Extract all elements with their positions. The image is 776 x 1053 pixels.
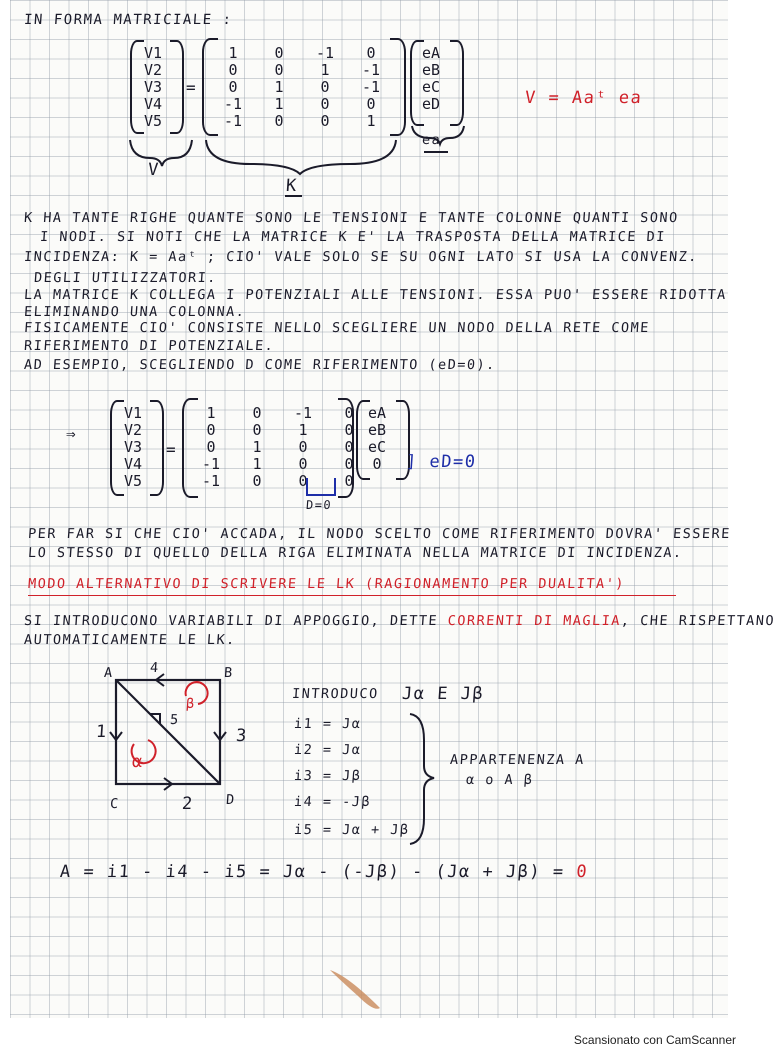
eliminated-column-box xyxy=(306,478,336,496)
ed-zero-note: ] eD=0 xyxy=(405,452,478,472)
current-line: i1 = Jα xyxy=(293,716,362,732)
matrix-cell: 0 xyxy=(344,455,354,473)
intro-label: INTRODUCO xyxy=(291,686,380,702)
implies-arrow: ⇒ xyxy=(66,424,76,443)
d-zero-note: D=0 xyxy=(305,498,333,512)
matrix-cell: 0 xyxy=(320,95,330,113)
matrix-cell: 0 xyxy=(344,404,354,422)
matrix-cell: 0 xyxy=(252,404,262,422)
node-a: A xyxy=(103,665,115,681)
label-k: K xyxy=(285,176,299,196)
title-underline xyxy=(28,595,676,596)
matrix-cell: 0 xyxy=(228,78,238,96)
voltage-entry: V1 xyxy=(143,44,163,62)
matrix-cell: 1 xyxy=(228,44,238,62)
voltage-entry: V5 xyxy=(143,112,163,130)
matrix-cell: 0 xyxy=(344,472,354,490)
voltage-vector-2 xyxy=(116,405,150,490)
voltage-entry: V2 xyxy=(143,61,163,79)
branch-3: 3 xyxy=(235,726,249,746)
matrix-cell: 0 xyxy=(274,112,284,130)
scanner-footer: Scansionato con CamScanner xyxy=(573,1033,736,1047)
notebook-page xyxy=(10,0,776,1018)
loop-alpha: α xyxy=(131,752,145,772)
potential-entry: eA xyxy=(421,44,441,62)
voltage-entry: V5 xyxy=(123,472,143,490)
matrix-cell: 0 xyxy=(274,44,284,62)
equation-result: 0 xyxy=(575,862,589,882)
red-term: CORRENTI DI MAGLIA xyxy=(447,613,622,629)
matrix-cell: 1 xyxy=(274,95,284,113)
curly-brace xyxy=(406,710,446,850)
voltage-entry: V3 xyxy=(123,438,143,456)
text-line: LO STESSO DI QUELLO DELLA RIGA ELIMINATA NELLA MATRICE DI INCIDENZA. xyxy=(27,545,684,561)
text-segment: , CHE RISPETTANO xyxy=(620,613,776,629)
node-b: B xyxy=(223,665,235,681)
matrix-cell: 0 xyxy=(320,78,330,96)
matrix-cell: 1 xyxy=(274,78,284,96)
current-line: i2 = Jα xyxy=(293,742,362,758)
potential-entry: eC xyxy=(367,438,387,456)
loop-beta: β xyxy=(185,696,197,712)
matrix-cell: 0 xyxy=(206,438,216,456)
page-heading: IN FORMA MATRICIALE : xyxy=(23,12,234,28)
potential-entry: eB xyxy=(367,421,387,439)
matrix-cell: 0 xyxy=(206,421,216,439)
text-line xyxy=(23,613,775,629)
matrix-cell: 1 xyxy=(366,112,376,130)
text-line: RIFERIMENTO DI POTENZIALE. xyxy=(23,338,275,354)
matrix-cell: 1 xyxy=(252,438,262,456)
matrix-cell: -1 xyxy=(201,472,221,490)
voltage-entry: V4 xyxy=(143,95,163,113)
right-paren xyxy=(338,398,354,498)
current-line: i3 = Jβ xyxy=(293,768,362,784)
text-line: INCIDENZA: K = Aaᵗ ; CIO' VALE SOLO SE SU OGNI LATO SI USA LA CONVENZ. xyxy=(23,249,699,265)
text-line: I NODI. SI NOTI CHE LA MATRICE K E' LA TRASPOSTA DELLA MATRICE DI xyxy=(39,229,667,245)
voltage-entry: V1 xyxy=(123,404,143,422)
matrix-cell: -1 xyxy=(201,455,221,473)
matrix-cell: 1 xyxy=(252,455,262,473)
matrix-cell: -1 xyxy=(361,78,381,96)
equation-text: A = i1 - i4 - i5 = Jα - (-Jβ) - (Jα + Jβ) = xyxy=(59,862,566,882)
label-ea: ea xyxy=(421,132,442,148)
potential-entry: 0 xyxy=(372,455,382,473)
matrix-cell: 0 xyxy=(252,421,262,439)
text-line: ELIMINANDO UNA COLONNA. xyxy=(23,304,246,320)
current-line: i4 = -Jβ xyxy=(293,794,372,810)
text-line: LA MATRICE K COLLEGA I POTENZIALI ALLE TENSIONI. ESSA PUO' ESSERE RIDOTTA xyxy=(23,287,728,303)
label-v: V xyxy=(147,160,161,180)
voltage-entry: V2 xyxy=(123,421,143,439)
matrix-cell: 1 xyxy=(206,404,216,422)
matrix-cell: 0 xyxy=(252,472,262,490)
matrix-cell: 0 xyxy=(344,438,354,456)
text-segment: SI INTRODUCONO VARIABILI DI APPOGGIO, DETTE xyxy=(23,613,439,629)
text-line: AD ESEMPIO, SCEGLIENDO D COME RIFERIMENTO (eD=0). xyxy=(23,357,497,373)
section-title: MODO ALTERNATIVO DI SCRIVERE LE LK (RAGIONAMENTO PER DUALITA') xyxy=(27,576,626,592)
text-line: PER FAR SI CHE CIO' ACCADA, IL NODO SCELTO COME RIFERIMENTO DOVRA' ESSERE xyxy=(27,526,732,542)
current-line: i5 = Jα + Jβ xyxy=(293,822,411,838)
matrix-cell: 0 xyxy=(298,438,308,456)
voltage-entry: V3 xyxy=(143,78,163,96)
matrix-cell: 1 xyxy=(298,421,308,439)
matrix-cell: 0 xyxy=(274,61,284,79)
text-line: AUTOMATICAMENTE LE LK. xyxy=(23,632,237,648)
branch-2: 2 xyxy=(181,794,195,814)
node-d: D xyxy=(225,792,237,808)
text-line: K HA TANTE RIGHE QUANTE SONO LE TENSIONI E TANTE COLONNE QUANTI SONO xyxy=(23,210,680,226)
text-line: DEGLI UTILIZZATORI. xyxy=(33,270,218,286)
matrix-cell: -1 xyxy=(223,95,243,113)
matrix-cell: 0 xyxy=(366,44,376,62)
matrix-cell: -1 xyxy=(315,44,335,62)
matrix-cell: -1 xyxy=(223,112,243,130)
matrix-cell: 0 xyxy=(228,61,238,79)
branch-5: 5 xyxy=(169,712,181,728)
potential-entry: eB xyxy=(421,61,441,79)
potential-entry: eC xyxy=(421,78,441,96)
voltage-entry: V4 xyxy=(123,455,143,473)
matrix-cell: 1 xyxy=(320,61,330,79)
matrix-cell: 0 xyxy=(298,472,308,490)
matrix-cell: -1 xyxy=(361,61,381,79)
final-equation xyxy=(59,862,589,882)
potential-entry: eA xyxy=(367,404,387,422)
equals-sign: = xyxy=(166,440,176,459)
branch-4: 4 xyxy=(149,660,161,676)
matrix-cell: 0 xyxy=(320,112,330,130)
brace-note: APPARTENENZA A xyxy=(449,752,586,768)
formula-v-aat-ea: V = Aaᵗ ea xyxy=(524,88,644,108)
intro-vars: Jα E Jβ xyxy=(401,684,485,704)
matrix-cell: 0 xyxy=(344,421,354,439)
node-c: C xyxy=(109,796,121,812)
right-paren xyxy=(150,400,164,496)
text-line: FISICAMENTE CIO' CONSISTE NELLO SCEGLIERE UN NODO DELLA RETE COME xyxy=(23,320,651,336)
circuit-diagram xyxy=(90,660,240,800)
potential-vector-2 xyxy=(360,405,394,473)
matrix-cell: 0 xyxy=(366,95,376,113)
pencil-mark xyxy=(328,966,388,1016)
matrix-cell: -1 xyxy=(293,404,313,422)
brace-note: α o A β xyxy=(465,772,534,788)
matrix-cell: 0 xyxy=(298,455,308,473)
branch-1: 1 xyxy=(95,722,109,742)
potential-entry: eD xyxy=(421,95,441,113)
equals-sign: = xyxy=(186,78,196,97)
